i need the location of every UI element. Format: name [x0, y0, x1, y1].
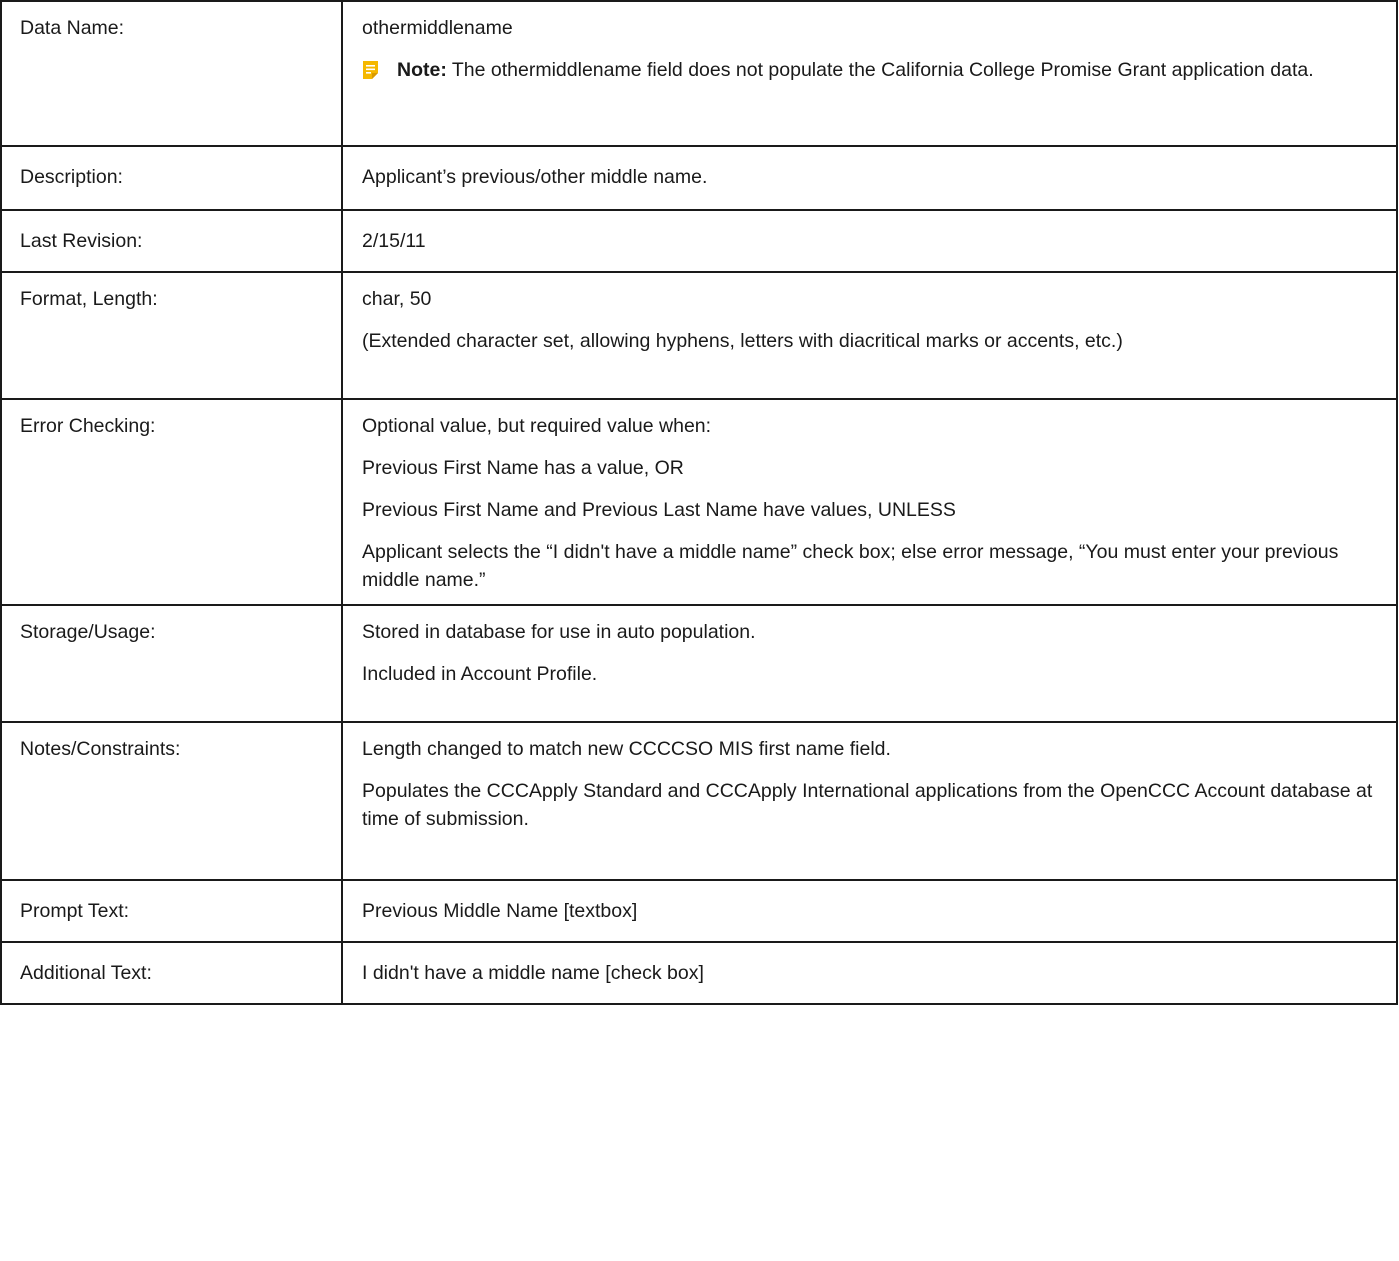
format-value: char, 50: [362, 288, 432, 310]
value-cell: [342, 210, 1397, 272]
row-description: [1, 146, 1397, 210]
label-cell: [1, 942, 342, 1004]
label-cell: [1, 399, 342, 605]
error-rule-line: Applicant selects the “I didn't have a middle name” check box; else error message, “You must enter your previous middle name.”: [362, 541, 1339, 591]
row-label: Description:: [20, 166, 123, 188]
error-rule-line: Optional value, but required value when:: [362, 415, 712, 437]
label-cell: [1, 722, 342, 880]
label-cell: [1, 880, 342, 942]
note-icon: [362, 60, 379, 80]
note-body: The othermiddlename field does not populate the California College Promise Grant application data.: [446, 59, 1314, 81]
storage-line: Included in Account Profile.: [362, 663, 598, 685]
row-prompt-text: [1, 880, 1397, 942]
row-last-revision: [1, 210, 1397, 272]
value-cell: [342, 605, 1397, 722]
error-rule-line: Previous First Name and Previous Last Name have values, UNLESS: [362, 499, 956, 521]
value-cell: [342, 1, 1397, 146]
row-format-length: [1, 272, 1397, 399]
row-label: Format, Length:: [20, 288, 158, 310]
storage-line: Stored in database for use in auto population.: [362, 621, 756, 643]
label-cell: [1, 605, 342, 722]
row-error-checking: [1, 399, 1397, 605]
row-label: Last Revision:: [20, 230, 143, 252]
note-callout: [362, 56, 1384, 84]
revision-value: 2/15/11: [362, 230, 426, 252]
note-label: Note:: [397, 59, 447, 81]
row-additional-text: [1, 942, 1397, 1004]
value-cell: [342, 146, 1397, 210]
value-cell: [342, 272, 1397, 399]
label-cell: [1, 210, 342, 272]
row-label: Storage/Usage:: [20, 621, 156, 643]
row-storage-usage: [1, 605, 1397, 722]
additional-value: I didn't have a middle name [check box]: [362, 962, 704, 984]
description-value: Applicant’s previous/other middle name.: [362, 166, 708, 188]
label-cell: [1, 1, 342, 146]
value-cell: [342, 722, 1397, 880]
label-cell: [1, 272, 342, 399]
field-name-value: othermiddlename: [362, 17, 513, 39]
row-label: Additional Text:: [20, 962, 152, 984]
row-label: Error Checking:: [20, 415, 156, 437]
row-label: Prompt Text:: [20, 900, 130, 922]
value-cell: [342, 880, 1397, 942]
row-data-name: [1, 1, 1397, 146]
constraint-line: Length changed to match new CCCCSO MIS first name field.: [362, 738, 891, 760]
value-cell: [342, 942, 1397, 1004]
format-detail: (Extended character set, allowing hyphens, letters with diacritical marks or accents, etc.): [362, 330, 1123, 352]
prompt-value: Previous Middle Name [textbox]: [362, 900, 638, 922]
row-notes-constraints: [1, 722, 1397, 880]
row-label: Data Name:: [20, 17, 125, 39]
label-cell: [1, 146, 342, 210]
error-rule-line: Previous First Name has a value, OR: [362, 457, 684, 479]
row-label: Notes/Constraints:: [20, 738, 181, 760]
value-cell: [342, 399, 1397, 605]
constraint-line: Populates the CCCApply Standard and CCCApply International applications from the OpenCCC Account database at time of submission.: [362, 780, 1373, 830]
